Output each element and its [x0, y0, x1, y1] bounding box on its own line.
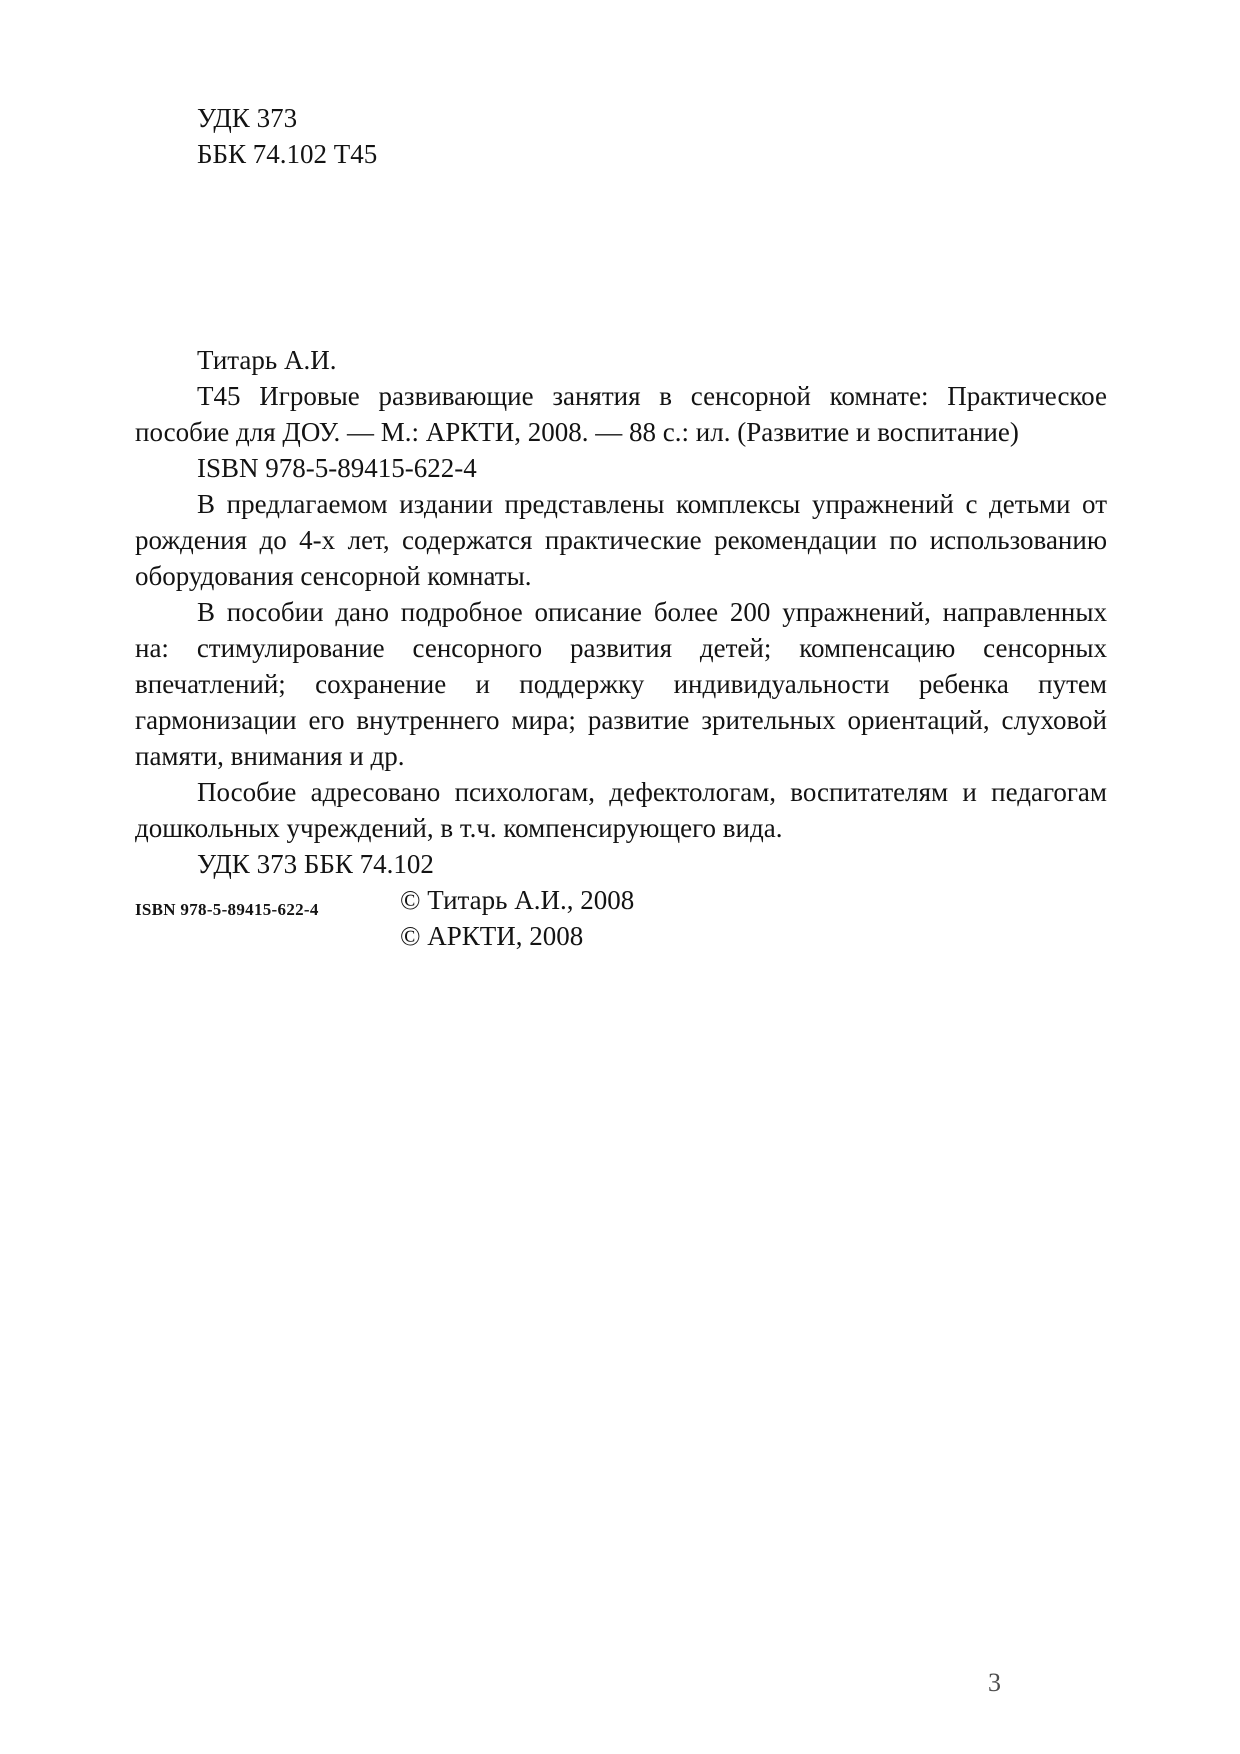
annotation-paragraph-1: В предлагаемом издании представлены комплексы упражнений с детьми от рождения до 4-х лет, содержатся практические рекомендации по использованию оборудования сенсорной комнаты. [135, 489, 1107, 591]
udk-line: УДК 373 [197, 103, 298, 133]
bbk-line: ББК 74.102 Т45 [197, 139, 378, 169]
annotation-paragraph-3: Пособие адресовано психологам, дефектологам, воспитателям и педагогам дошкольных учреждений, в т.ч. компенсирующего вида. [135, 777, 1107, 843]
copyright-publisher-line: © АРКТИ, 2008 [400, 921, 584, 951]
imprint-isbn: ISBN 978-5-89415-622-4 [135, 900, 319, 919]
author-line: Титарь А.И. [197, 345, 337, 375]
copyright-block [400, 882, 1107, 954]
page-content [135, 100, 1107, 954]
catalog-isbn-line: ISBN 978-5-89415-622-4 [197, 453, 477, 483]
imprint-block [135, 882, 1107, 954]
codes-line: УДК 373 ББК 74.102 [197, 849, 434, 879]
catalog-card [135, 342, 1107, 486]
copyright-author-line: © Титарь А.И., 2008 [400, 885, 635, 915]
catalog-entry: Т45 Игровые развивающие занятия в сенсорной комнате: Практическое пособие для ДОУ. — М.: АРКТИ, 2008. — 88 с.: ил. (Развитие и воспитание) [135, 381, 1107, 447]
page-number: 3 [988, 1668, 1001, 1697]
annotation-paragraph-2: В пособии дано подробное описание более 200 упражнений, направленных на: стимулирование сенсорного развития детей; компенсацию сенсорных впечатлений; сохранение и поддержку индивидуальности ребенка путем гармонизации его внутреннего мира; развитие зрительных ориентаций, слуховой памяти, внимания и др. [135, 597, 1107, 771]
